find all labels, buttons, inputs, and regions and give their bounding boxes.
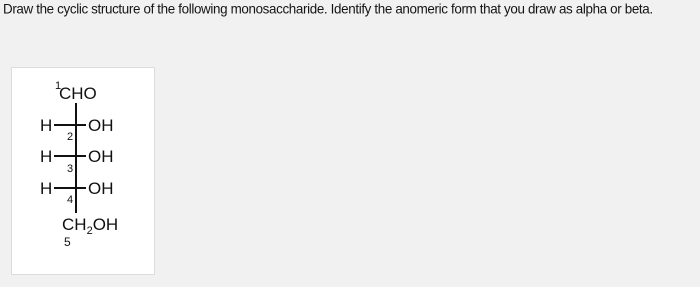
c2-left: H <box>40 116 53 135</box>
c4-number: 4 <box>67 194 74 206</box>
c3-left: H <box>40 147 53 166</box>
c2-right: OH <box>88 116 114 135</box>
c5-number: 5 <box>64 235 71 249</box>
c2-number: 2 <box>67 131 74 143</box>
c5-group-subscript: 2 <box>86 225 93 237</box>
fischer-projection-panel <box>11 67 155 275</box>
question-text: Draw the cyclic structure of the following monosaccharide. Identify the anomeric form that you draw as alpha or beta. <box>3 1 653 17</box>
c5-group-suffix: OH <box>92 215 119 234</box>
c5-group <box>62 215 118 237</box>
fischer-projection <box>12 68 154 274</box>
c1-number: 1 <box>55 80 62 92</box>
c1-group: CHO <box>59 84 97 103</box>
c3-right: OH <box>88 147 114 166</box>
c5-group-prefix: CH <box>62 215 87 234</box>
c3-number: 3 <box>67 163 74 175</box>
c4-right: OH <box>88 179 114 198</box>
c4-left: H <box>40 179 53 198</box>
